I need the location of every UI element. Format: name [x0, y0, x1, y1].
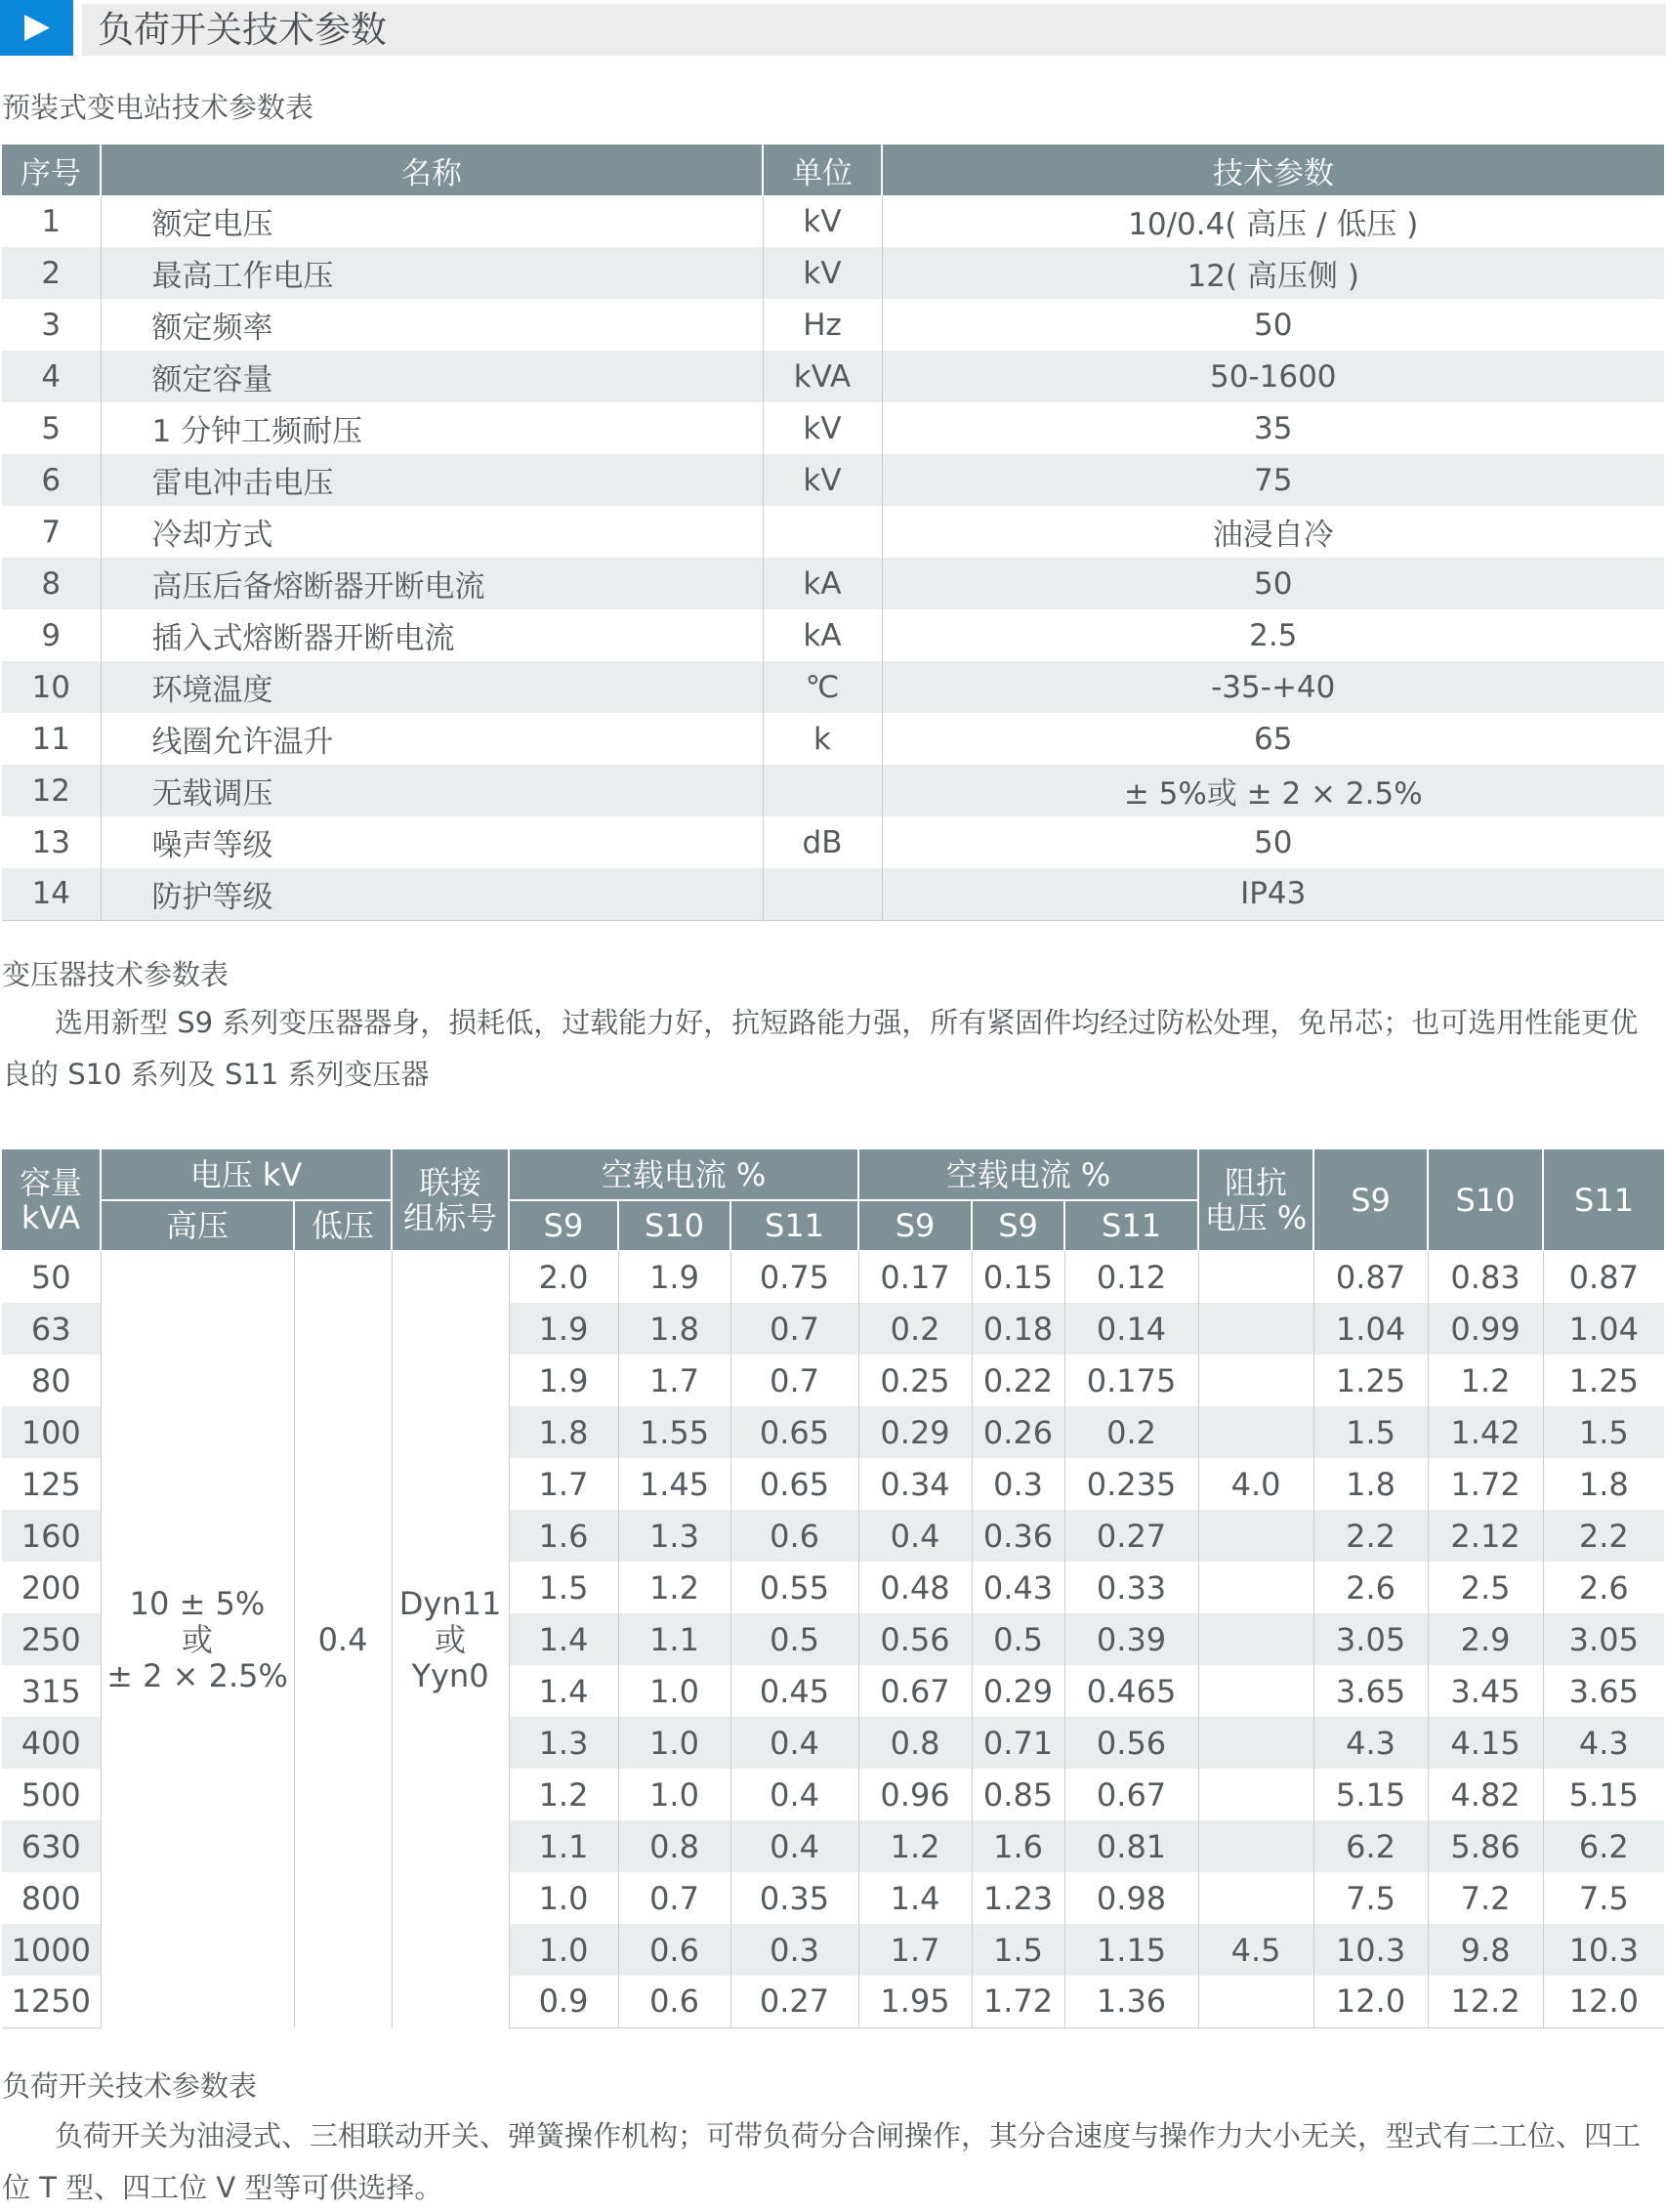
noload-a-value: 1.6	[509, 1510, 618, 1562]
loss-value: 1.25	[1313, 1355, 1428, 1406]
row-unit	[763, 868, 882, 920]
col-header-low-voltage: 低压	[294, 1200, 392, 1251]
row-value: 2.5	[1249, 617, 1298, 653]
noload-b-value: 0.67	[858, 1665, 972, 1717]
row-name: 高压后备熔断器开断电流	[101, 558, 763, 609]
row-unit: kV	[763, 195, 882, 247]
row-capacity: 125	[2, 1458, 101, 1510]
row-capacity: 50	[2, 1251, 101, 1303]
impedance-value	[1198, 1872, 1313, 1924]
row-index: 10	[2, 661, 101, 713]
noload-b-value: 0.26	[972, 1406, 1064, 1458]
noload-a-value: 1.1	[618, 1613, 730, 1665]
impedance-value	[1198, 1613, 1313, 1665]
noload-a-value: 1.45	[618, 1458, 730, 1510]
row-name: 冷却方式	[101, 506, 763, 558]
play-triangle-icon	[0, 0, 73, 56]
row-unit: Hz	[763, 299, 882, 351]
table-row	[2, 609, 1664, 661]
loss-value: 7.5	[1578, 1879, 1629, 1917]
row-capacity: 100	[2, 1406, 101, 1458]
row-name: 插入式熔断器开断电流	[101, 609, 763, 661]
noload-b-value: 0.8	[858, 1717, 972, 1769]
switch-description-text: 负荷开关为油浸式、三相联动开关、弹簧操作机构；可带负荷分合闸操作，其分合速度与操作力大小无关，型式有二工位、四工位 T 型、四工位 V 型等可供选择。	[2, 2119, 1642, 2204]
noload-b-value: 0.34	[858, 1458, 972, 1510]
loss-value: 3.05	[1543, 1613, 1664, 1665]
noload-a-value: 0.7	[730, 1355, 858, 1406]
row-capacity: 160	[2, 1510, 101, 1562]
noload-a-value: 1.8	[618, 1303, 730, 1355]
loss-value: 1.42	[1428, 1406, 1543, 1458]
loss-value: 1.5	[1313, 1406, 1428, 1458]
loss-value: 4.3	[1543, 1717, 1664, 1769]
row-unit: k	[763, 713, 882, 765]
table2-body	[2, 1251, 1664, 2027]
noload-b-value: 0.5	[972, 1613, 1064, 1665]
row-index: 8	[2, 558, 101, 609]
table-row	[2, 661, 1664, 713]
noload-b-value: 0.22	[972, 1355, 1064, 1406]
noload-a-value: 1.55	[618, 1406, 730, 1458]
loss-value: 2.9	[1428, 1613, 1543, 1665]
table-row	[2, 506, 1664, 558]
row-value: 50	[1254, 307, 1293, 343]
noload-a-value: 0.65	[730, 1406, 858, 1458]
row-capacity: 1250	[2, 1976, 101, 2027]
noload-b-value: 0.71	[972, 1717, 1064, 1769]
row-value: 65	[1254, 721, 1293, 757]
impedance-value: 4.0	[1198, 1458, 1313, 1510]
impedance-value	[1198, 1562, 1313, 1613]
noload-b-value: 0.56	[858, 1613, 972, 1665]
noload-a-value: 1.0	[618, 1717, 730, 1769]
high-voltage-line: ± 2 × 2.5%	[106, 1656, 288, 1694]
section-header	[0, 0, 1666, 56]
row-value: 75	[882, 454, 1664, 506]
noload-b-value: 0.2	[1064, 1406, 1198, 1458]
impedance-value	[1198, 1303, 1313, 1355]
noload-b-value: 0.12	[1064, 1251, 1198, 1303]
noload-a-value: 1.7	[509, 1458, 618, 1510]
noload-a-value: 1.9	[618, 1251, 730, 1303]
col-header-voltage: 电压 kV	[101, 1149, 392, 1200]
loss-value: 2.2	[1543, 1510, 1664, 1562]
col-header-b-s9: S9	[858, 1200, 972, 1251]
impedance-value: 4.5	[1198, 1924, 1313, 1976]
row-index: 7	[2, 506, 101, 558]
row-name: 线圈允许温升	[101, 713, 763, 765]
row-unit: ℃	[763, 661, 882, 713]
row-index: 6	[2, 454, 101, 506]
table-row	[2, 1251, 1664, 1303]
connection-line: Dyn11	[398, 1584, 502, 1622]
noload-b-value: 1.23	[972, 1872, 1064, 1924]
impedance-value	[1198, 1820, 1313, 1872]
noload-b-value: 0.25	[858, 1355, 972, 1406]
col-header-index: 序号	[2, 145, 101, 195]
row-capacity: 80	[2, 1355, 101, 1406]
col-header-name: 名称	[101, 145, 763, 195]
page-title: 负荷开关技术参数	[98, 9, 387, 51]
noload-a-value: 1.0	[509, 1872, 618, 1924]
col-header-value: 技术参数	[882, 145, 1664, 195]
connection-cell	[392, 1251, 509, 2027]
row-capacity: 315	[2, 1665, 101, 1717]
noload-a-value: 0.3	[730, 1924, 858, 1976]
noload-b-value: 0.98	[1064, 1872, 1198, 1924]
loss-value: 5.15	[1568, 1775, 1639, 1814]
table1-body	[2, 195, 1664, 920]
noload-a-value: 1.5	[509, 1562, 618, 1613]
row-capacity: 200	[2, 1562, 101, 1613]
col-header-b-s9-2: S9	[972, 1200, 1064, 1251]
row-value: IP43	[882, 868, 1664, 920]
noload-a-value: 1.4	[509, 1613, 618, 1665]
substation-params-table	[2, 145, 1664, 921]
connection-line: Yyn0	[411, 1656, 489, 1694]
table-row	[2, 195, 1664, 247]
noload-b-value: 1.2	[858, 1820, 972, 1872]
noload-b-value: 0.81	[1064, 1820, 1198, 1872]
loss-value: 2.6	[1313, 1562, 1428, 1613]
high-voltage-line: 10 ± 5%	[129, 1584, 266, 1622]
noload-a-value: 0.75	[730, 1251, 858, 1303]
noload-a-value: 0.4	[730, 1820, 858, 1872]
noload-a-value: 0.6	[618, 1924, 730, 1976]
noload-a-value: 1.0	[618, 1769, 730, 1820]
row-index: 11	[2, 713, 101, 765]
impedance-value	[1198, 1406, 1313, 1458]
loss-value: 12.2	[1428, 1976, 1543, 2027]
row-index: 3	[2, 299, 101, 351]
noload-b-value: 0.14	[1064, 1303, 1198, 1355]
loss-value: 1.5	[1543, 1406, 1664, 1458]
table-row	[2, 713, 1664, 765]
row-capacity: 1000	[2, 1924, 101, 1976]
noload-b-value: 1.4	[858, 1872, 972, 1924]
noload-b-value: 1.7	[858, 1924, 972, 1976]
noload-a-value: 0.8	[618, 1820, 730, 1872]
row-index: 14	[2, 868, 101, 920]
noload-b-value: 0.2	[858, 1303, 972, 1355]
low-voltage-cell: 0.4	[294, 1251, 392, 2027]
noload-b-value: 1.15	[1064, 1924, 1198, 1976]
noload-b-value: 0.96	[858, 1769, 972, 1820]
col-header-connection: 联接 组标号	[392, 1149, 509, 1251]
noload-a-value: 1.9	[509, 1303, 618, 1355]
row-value: 50	[1254, 824, 1293, 860]
row-capacity: 63	[2, 1303, 101, 1355]
col-header-a-s10: S10	[618, 1200, 730, 1251]
noload-b-value: 1.72	[972, 1976, 1064, 2027]
row-index: 4	[2, 351, 101, 402]
loss-value: 1.25	[1568, 1361, 1639, 1399]
noload-a-value: 1.2	[509, 1769, 618, 1820]
loss-value: 0.83	[1428, 1251, 1543, 1303]
col-header-high-voltage: 高压	[101, 1200, 294, 1251]
row-value: 50-1600	[882, 351, 1664, 402]
noload-b-value: 0.67	[1064, 1769, 1198, 1820]
row-value: ± 5%或 ± 2 × 2.5%	[882, 765, 1664, 816]
col-header-noload-current-b: 空载电流 %	[858, 1149, 1198, 1200]
col-header-impedance: 阻抗 电压 %	[1198, 1149, 1313, 1251]
loss-value: 4.82	[1428, 1769, 1543, 1820]
impedance-value	[1198, 1355, 1313, 1406]
loss-value: 6.2	[1313, 1820, 1428, 1872]
loss-value: 10.3	[1313, 1924, 1428, 1976]
loss-value: 2.12	[1428, 1510, 1543, 1562]
noload-a-value: 0.7	[730, 1303, 858, 1355]
row-value: -35-+40	[882, 661, 1664, 713]
table-row	[2, 868, 1664, 920]
noload-b-value: 0.235	[1064, 1458, 1198, 1510]
noload-a-value: 1.0	[618, 1665, 730, 1717]
loss-value: 3.65	[1313, 1665, 1428, 1717]
noload-b-value: 1.95	[858, 1976, 972, 2027]
row-index: 12	[2, 765, 101, 816]
high-voltage-line: 或	[181, 1620, 213, 1658]
noload-a-value: 0.55	[730, 1562, 858, 1613]
noload-a-value: 1.0	[509, 1924, 618, 1976]
noload-a-value: 0.27	[730, 1976, 858, 2027]
loss-value: 0.99	[1428, 1303, 1543, 1355]
table-header-row	[2, 145, 1664, 195]
loss-value: 7.2	[1428, 1872, 1543, 1924]
row-unit: kV	[763, 454, 882, 506]
row-unit	[763, 506, 882, 558]
noload-a-value: 1.7	[618, 1355, 730, 1406]
col-header-noload-current-a: 空载电流 %	[509, 1149, 858, 1200]
row-index: 2	[2, 247, 101, 299]
table-row	[2, 558, 1664, 609]
high-voltage-cell	[101, 1251, 294, 2027]
transformer-description	[2, 997, 1664, 1101]
table-row	[2, 351, 1664, 402]
row-index: 1	[2, 195, 101, 247]
table-row	[2, 402, 1664, 454]
loss-value: 1.72	[1428, 1458, 1543, 1510]
row-index: 9	[2, 609, 101, 661]
table-row	[2, 816, 1664, 868]
loss-value: 1.2	[1428, 1355, 1543, 1406]
noload-a-value: 0.6	[730, 1510, 858, 1562]
noload-b-value: 0.15	[972, 1251, 1064, 1303]
switch-table-title: 负荷开关技术参数表	[2, 2069, 258, 2103]
table-row	[2, 765, 1664, 816]
noload-a-value: 1.9	[509, 1355, 618, 1406]
table-header-row	[2, 1149, 1664, 1200]
noload-b-value: 1.5	[972, 1924, 1064, 1976]
loss-value: 0.87	[1313, 1251, 1428, 1303]
noload-b-value: 0.29	[972, 1665, 1064, 1717]
noload-b-value: 0.4	[858, 1510, 972, 1562]
row-value: 35	[1254, 410, 1293, 446]
row-unit: kV	[763, 402, 882, 454]
noload-b-value: 0.85	[972, 1769, 1064, 1820]
row-value: 50	[882, 558, 1664, 609]
impedance-value	[1198, 1251, 1313, 1303]
impedance-value	[1198, 1976, 1313, 2027]
noload-b-value: 0.3	[972, 1458, 1064, 1510]
row-value: 油浸自冷	[1212, 518, 1334, 553]
noload-b-value: 0.43	[972, 1562, 1064, 1613]
noload-b-value: 0.29	[858, 1406, 972, 1458]
loss-value: 1.8	[1578, 1465, 1629, 1503]
noload-b-value: 0.175	[1064, 1355, 1198, 1406]
col-header-capacity: 容量 kVA	[2, 1149, 101, 1251]
table-row	[2, 454, 1664, 506]
row-capacity: 400	[2, 1717, 101, 1769]
noload-b-value: 1.36	[1064, 1976, 1198, 2027]
impedance-value	[1198, 1665, 1313, 1717]
row-unit: kVA	[763, 351, 882, 402]
col-header-a-s9: S9	[509, 1200, 618, 1251]
col-header-s9: S9	[1313, 1149, 1428, 1251]
row-value: 12( 高压侧 )	[882, 247, 1664, 299]
noload-a-value: 2.0	[509, 1251, 618, 1303]
noload-b-value: 0.27	[1064, 1510, 1198, 1562]
table1-title: 预装式变电站技术参数表	[2, 91, 314, 124]
row-name: 雷电冲击电压	[101, 454, 763, 506]
noload-a-value: 0.7	[618, 1872, 730, 1924]
impedance-value	[1198, 1717, 1313, 1769]
noload-b-value: 0.56	[1064, 1717, 1198, 1769]
row-value: 10/0.4( 高压 / 低压 )	[1128, 207, 1419, 242]
row-name: 噪声等级	[101, 816, 763, 868]
row-unit	[763, 765, 882, 816]
row-name: 1 分钟工频耐压	[101, 402, 763, 454]
noload-a-value: 0.4	[730, 1769, 858, 1820]
noload-a-value: 0.5	[730, 1613, 858, 1665]
noload-b-value: 0.33	[1064, 1562, 1198, 1613]
loss-value: 3.45	[1428, 1665, 1543, 1717]
row-capacity: 250	[2, 1613, 101, 1665]
col-header-a-s11: S11	[730, 1200, 858, 1251]
row-capacity: 630	[2, 1820, 101, 1872]
row-name: 防护等级	[101, 868, 763, 920]
col-header-b-s11: S11	[1064, 1200, 1198, 1251]
noload-b-value: 0.48	[858, 1562, 972, 1613]
loss-value: 4.15	[1428, 1717, 1543, 1769]
noload-a-value: 1.2	[618, 1562, 730, 1613]
loss-value: 2.2	[1313, 1510, 1428, 1562]
loss-value: 3.05	[1313, 1613, 1428, 1665]
col-header-unit: 单位	[763, 145, 882, 195]
row-index: 5	[2, 402, 101, 454]
noload-a-value: 1.3	[618, 1510, 730, 1562]
loss-value: 12.0	[1543, 1976, 1664, 2027]
table2-title: 变压器技术参数表	[2, 958, 229, 991]
noload-a-value: 1.8	[509, 1406, 618, 1458]
noload-a-value: 1.4	[509, 1665, 618, 1717]
noload-a-value: 0.65	[730, 1458, 858, 1510]
row-unit: dB	[763, 816, 882, 868]
noload-b-value: 1.6	[972, 1820, 1064, 1872]
noload-a-value: 0.6	[618, 1976, 730, 2027]
loss-value: 12.0	[1313, 1976, 1428, 2027]
loss-value: 2.6	[1578, 1568, 1629, 1607]
noload-b-value: 0.36	[972, 1510, 1064, 1562]
col-header-s11: S11	[1543, 1149, 1664, 1251]
row-unit: kA	[763, 558, 882, 609]
loss-value: 9.8	[1428, 1924, 1543, 1976]
loss-value: 5.15	[1313, 1769, 1428, 1820]
loss-value: 10.3	[1543, 1924, 1664, 1976]
noload-a-value: 1.3	[509, 1717, 618, 1769]
row-name: 额定电压	[101, 195, 763, 247]
row-capacity: 500	[2, 1769, 101, 1820]
row-index: 13	[2, 816, 101, 868]
row-name: 额定频率	[101, 299, 763, 351]
switch-description	[2, 2110, 1664, 2212]
loss-value: 1.04	[1543, 1303, 1664, 1355]
noload-a-value: 1.1	[509, 1820, 618, 1872]
noload-b-value: 0.17	[858, 1251, 972, 1303]
transformer-description-text: 选用新型 S9 系列变压器器身，损耗低，过载能力好，抗短路能力强，所有紧固件均经过防松处理，免吊芯；也可选用性能更优良的 S10 系列及 S11 系列变压器	[2, 1006, 1639, 1091]
connection-line: 或	[435, 1620, 467, 1658]
noload-a-value: 0.45	[730, 1665, 858, 1717]
loss-value: 5.86	[1428, 1820, 1543, 1872]
loss-value: 0.87	[1568, 1259, 1639, 1296]
noload-a-value: 0.9	[509, 1976, 618, 2027]
noload-b-value: 0.39	[1064, 1613, 1198, 1665]
impedance-value	[1198, 1769, 1313, 1820]
transformer-params-table	[2, 1149, 1664, 2028]
row-name: 环境温度	[101, 661, 763, 713]
row-unit: kV	[763, 247, 882, 299]
table-row	[2, 299, 1664, 351]
col-header-s10: S10	[1428, 1149, 1543, 1251]
noload-a-value: 0.35	[730, 1872, 858, 1924]
row-name: 额定容量	[101, 351, 763, 402]
row-name: 最高工作电压	[101, 247, 763, 299]
loss-value: 2.5	[1428, 1562, 1543, 1613]
noload-a-value: 0.4	[730, 1717, 858, 1769]
loss-value: 6.2	[1543, 1820, 1664, 1872]
impedance-value	[1198, 1510, 1313, 1562]
row-capacity: 800	[2, 1872, 101, 1924]
loss-value: 1.04	[1313, 1303, 1428, 1355]
row-name: 无载调压	[101, 765, 763, 816]
table-row	[2, 247, 1664, 299]
loss-value: 7.5	[1313, 1872, 1428, 1924]
noload-b-value: 0.465	[1064, 1665, 1198, 1717]
row-unit: kA	[763, 609, 882, 661]
loss-value: 4.3	[1313, 1717, 1428, 1769]
noload-b-value: 0.18	[972, 1303, 1064, 1355]
loss-value: 3.65	[1568, 1672, 1639, 1710]
loss-value: 1.8	[1313, 1458, 1428, 1510]
